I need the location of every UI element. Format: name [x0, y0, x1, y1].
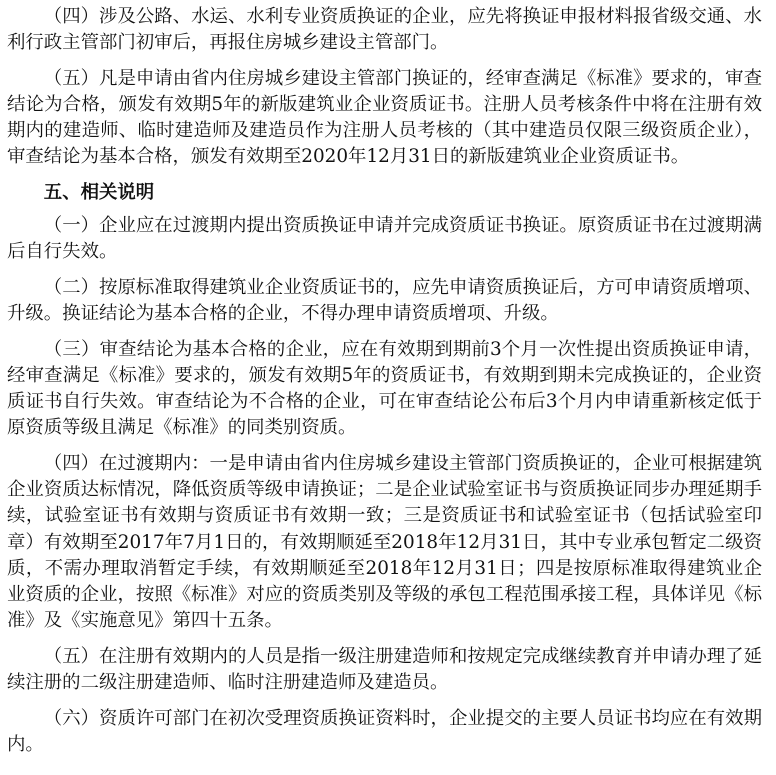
paragraph-item-5-provincial-renewal: （五）凡是申请由省内住房城乡建设主管部门换证的，经审查满足《标准》要求的，审查结论为合格，颁发有效期5年的新版建筑业企业资质证书。注册人员考核条件中将在注册有效期内的建造师、临时建造师及建造员作为注册人员考核的（其中建造员仅限三级资质企业），审查结论为基本合格，颁发有效期至2020年12月31日的新版建筑业企业资质证书。: [7, 67, 762, 168]
section-heading-related-notes: 五、相关说明: [43, 182, 155, 203]
paragraph-note-4: （四）在过渡期内：一是申请由省内住房城乡建设主管部门资质换证的，企业可根据建筑企业资质达标情况，降低资质等级申请换证；二是企业试验室证书与资质换证同步办理延期手续，试验室证书有效期与资质证书有效期一致；三是资质证书和试验室证书（包括试验室印章）有效期至2017年7月1日的，有效期顺延至2018年12月31日，其中专业承包暂定二级资质，不需办理取消暂定手续，有效期顺延至2018年12月31日；四是按原标准取得建筑业企业资质的企业，按照《标准》对应的资质类别及等级的承包工程范围承接工程，具体详见《标准》及《实施意见》第四十五条。: [7, 453, 762, 632]
paragraph-note-1: （一）企业应在过渡期内提出资质换证申请并完成资质证书换证。原资质证书在过渡期满后自行失效。: [7, 215, 762, 263]
paragraph-note-2: （二）按原标准取得建筑业企业资质证书的，应先申请资质换证后，方可申请资质增项、升级。换证结论为基本合格的企业，不得办理申请资质增项、升级。: [7, 277, 762, 325]
paragraph-item-4-highway-waterway: （四）涉及公路、水运、水利专业资质换证的企业，应先将换证申报材料报省级交通、水利行政主管部门初审后，再报住房城乡建设主管部门。: [7, 6, 762, 54]
paragraph-note-6: （六）资质许可部门在初次受理资质换证资料时，企业提交的主要人员证书均应在有效期内。: [7, 707, 762, 755]
paragraph-note-5: （五）在注册有效期内的人员是指一级注册建造师和按规定完成继续教育并申请办理了延续注册的二级注册建造师、临时注册建造师及建造员。: [7, 645, 762, 694]
paragraph-note-3: （三）审查结论为基本合格的企业，应在有效期到期前3个月一次性提出资质换证申请，经审查满足《标准》要求的，颁发有效期5年的资质证书，有效期到期未完成换证的，企业资质证书自行失效。审查结论为不合格的企业，可在审查结论公布后3个月内申请重新核定低于原资质等级且满足《标准》的同类别资质。: [7, 338, 762, 439]
